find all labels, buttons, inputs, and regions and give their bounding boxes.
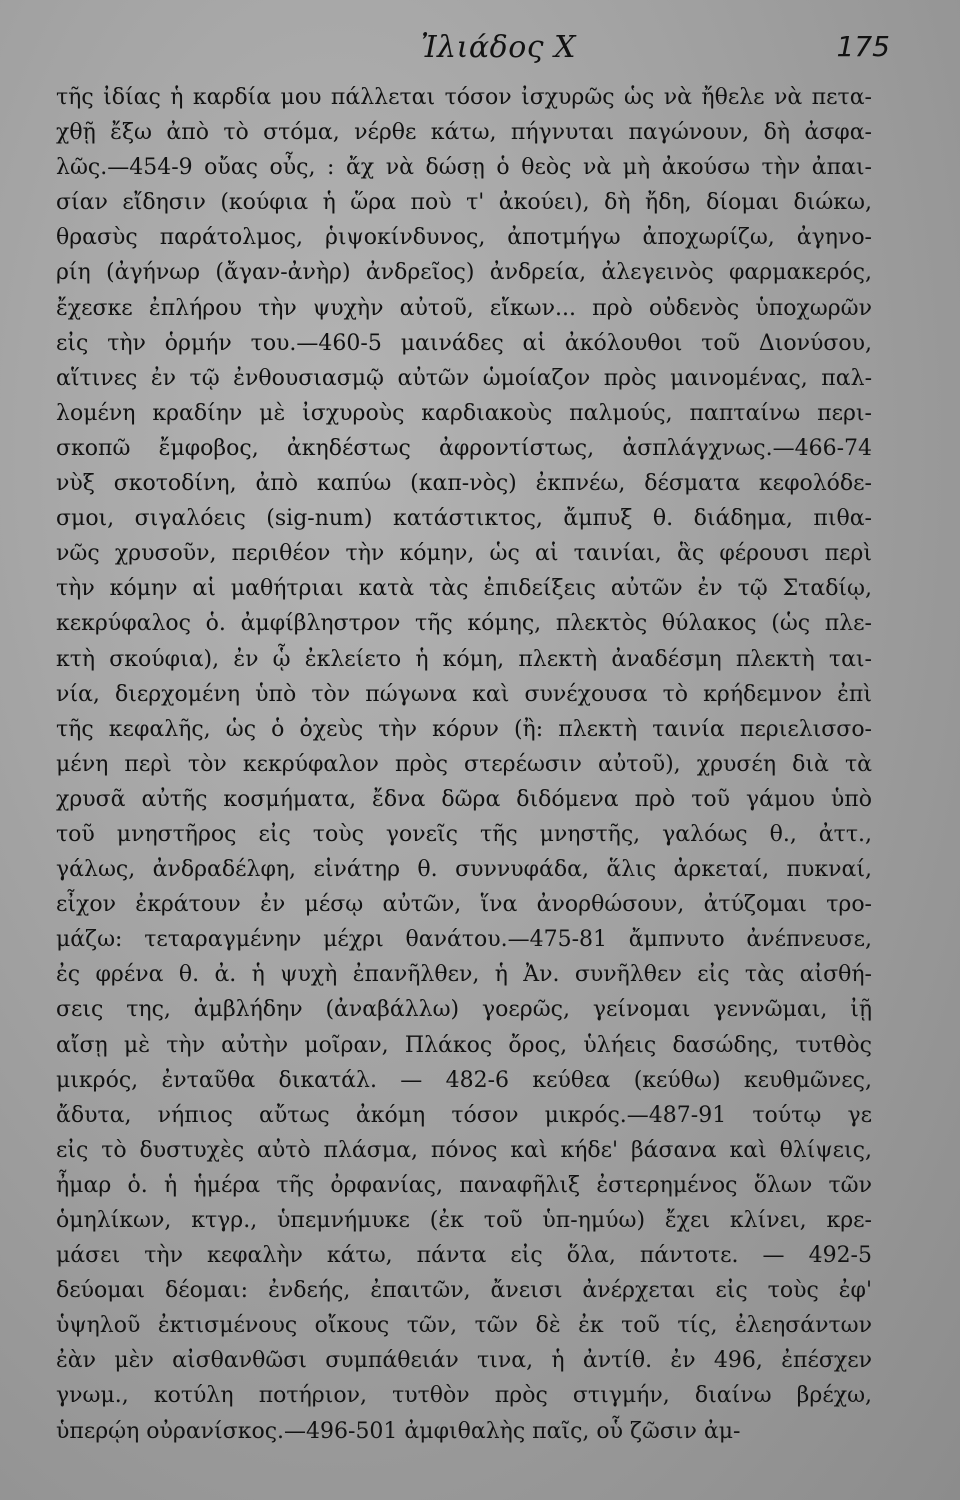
text-line: ἦμαρ ὁ. ἡ ἡμέρα τῆς ὀρφανίας, παναφῆλιξ ἐστερημένος ὅλων τῶν (56, 1172, 872, 1198)
text-line: ἐὰν μὲν αἰσθανθῶσι συμπάθειάν τινα, ἡ ἀντίθ. ἐν 496, ἐπέσχεν (56, 1348, 872, 1374)
text-line: γνωμ., κοτύλη ποτήριον, τυτθὸν πρὸς στιγμήν, διαίνω βρέχω, (56, 1383, 872, 1409)
text-line: λῶς.—454-9 οὔας οὖς, : ἄχ νὰ δώσῃ ὁ θεὸς νὰ μὴ ἀκούσω τὴν ἀπαι- (56, 155, 872, 181)
text-line: ὁμηλίκων, κτγρ., ὑπεμνήμυκε (ἐκ τοῦ ὑπ-ημύω) ἔχει κλίνει, κρε- (56, 1208, 872, 1233)
text-line: νῶς χρυσοῦν, περιθέον τὴν κόμην, ὡς αἱ ταινίαι, ἃς φέρουσι περὶ (56, 541, 872, 567)
text-line: ρίη (ἀγήνωρ (ἄγαν-ἀνὴρ) ἀνδρεῖος) ἀνδρεία, ἀλεγεινὸς φαρμακερός, (56, 260, 872, 286)
text-line: λομένη κραδίην μὲ ἰσχυροὺς καρδιακοὺς παλμούς, παπταίνω περι- (56, 400, 872, 426)
text-line: ὑψηλοῦ ἐκτισμένους οἴκους τῶν, τῶν δὲ ἐκ τοῦ τίς, ἐλεησάντων (56, 1313, 872, 1339)
body-text (56, 80, 872, 1449)
text-line: μικρός, ἐνταῦθα δικατάλ. — 482-6 κεύθεα (κεύθω) κευθμῶνες, (56, 1067, 872, 1093)
text-line: νία, διερχομένη ὑπὸ τὸν πώγωνα καὶ συνέχουσα τὸ κρήδεμνον ἐπὶ (56, 681, 872, 707)
text-line: ἄδυτα, νήπιος αὔτως ἀκόμη τόσον μικρός.—487-91 τούτῳ γε (56, 1102, 872, 1128)
running-title: Ἰλιάδος Χ (421, 30, 576, 65)
text-line: μένη περὶ τὸν κεκρύφαλον πρὸς στερέωσιν αὐτοῦ), χρυσέη διὰ τὰ (56, 751, 872, 777)
text-line: ἔχεσκε ἐπλήρου τὴν ψυχὴν αὐτοῦ, εἴκων... πρὸ οὐδενὸς ὑποχωρῶν (56, 295, 872, 321)
text-line: κτὴ σκούφια), ἐν ᾧ ἐκλείετο ἡ κόμη, πλεκτὴ ἀναδέσμη πλεκτὴ ται- (56, 646, 872, 672)
text-line: τὴν κόμην αἱ μαθήτριαι κατὰ τὰς ἐπιδείξεις αὐτῶν ἐν τῷ Σταδίῳ, (56, 576, 872, 602)
text-line: σεις της, ἀμβλήδην (ἀναβάλλω) γοερῶς, γείνομαι γεννῶμαι, ἰῇ (56, 997, 872, 1023)
text-line: μάσει τὴν κεφαλὴν κάτω, πάντα εἰς ὅλα, πάντοτε. — 492-5 (56, 1243, 872, 1269)
text-line: δεύομαι δέομαι: ἐνδεής, ἐπαιτῶν, ἄνεισι ἀνέρχεται εἰς τοὺς ἐφ' (56, 1278, 872, 1304)
text-line: εἶχον ἐκράτουν ἐν μέσῳ αὐτῶν, ἵνα ἀνορθώσουν, ἀτύζομαι τρο- (56, 892, 872, 918)
text-line: χρυσᾶ αὐτῆς κοσμήματα, ἔδνα δῶρα διδόμενα πρὸ τοῦ γάμου ὑπὸ (56, 786, 872, 812)
text-line: γάλως, ἀνδραδέλφη, εἰνάτηρ θ. συννυφάδα, ἅλις ἀρκεταί, πυκναί, (56, 857, 872, 883)
text-line: σίαν εἴδησιν (κούφια ἡ ὥρα ποὺ τ' ἀκούει), δὴ ἤδη, δίομαι διώκω, (56, 190, 872, 216)
text-line: εἰς τὴν ὁρμήν του.—460-5 μαινάδες αἱ ἀκόλουθοι τοῦ Διονύσου, (56, 330, 872, 356)
text-line: εἰς τὸ δυστυχὲς αὐτὸ πλάσμα, πόνος καὶ κήδε' βάσανα καὶ θλίψεις, (56, 1137, 872, 1163)
text-line: τῆς ἰδίας ἡ καρδία μου πάλλεται τόσον ἰσχυρῶς ὡς νὰ ἤθελε νὰ πετα- (56, 85, 872, 110)
page-number: 175 (836, 30, 890, 63)
text-line: τοῦ μνηστῆρος εἰς τοὺς γονεῖς τῆς μνηστῆς, γαλόως θ., ἀττ., (56, 821, 872, 847)
text-line: σκοπῶ ἔμφοβος, ἀκηδέστως ἀφροντίστως, ἀσπλάγχνως.—466-74 (56, 435, 872, 461)
text-line: κεκρύφαλος ὁ. ἀμφίβληστρον τῆς κόμης, πλεκτὸς θύλακος (ὡς πλε- (56, 611, 872, 637)
text-line: αἵτινες ἐν τῷ ἐνθουσιασμῷ αὐτῶν ὡμοίαζον πρὸς μαινομένας, παλ- (56, 365, 872, 391)
text-line: ὑπερῴη οὐρανίσκος.—496-501 ἀμφιθαλὴς παῖς, οὗ ζῶσιν ἀμ- (56, 1418, 741, 1444)
page-header (56, 30, 890, 76)
text-line: ἐς φρένα θ. ἀ. ἡ ψυχὴ ἐπανῆλθεν, ἡ Ἀν. συνῆλθεν εἰς τὰς αἰσθή- (56, 962, 872, 988)
text-line: αἴσῃ μὲ τὴν αὐτὴν μοῖραν, Πλάκος ὄρος, ὑλήεις δασώδης, τυτθὸς (56, 1032, 872, 1058)
text-line: νὺξ σκοτοδίνη, ἀπὸ καπύω (καπ-νὸς) ἐκπνέω, δέσματα κεφολόδε- (56, 471, 872, 497)
text-line: μάζω: τεταραγμένην μέχρι θανάτου.—475-81 ἄμπνυτο ἀνέπνευσε, (56, 927, 872, 953)
text-line: τῆς κεφαλῆς, ὡς ὁ ὀχεὺς τὴν κόρυν (ἢ: πλεκτὴ ταινία περιελισσο- (56, 716, 872, 742)
text-line: χθῇ ἔξω ἀπὸ τὸ στόμα, νέρθε κάτω, πήγνυται παγώνουν, δὴ ἀσφα- (56, 120, 872, 146)
text-line: σμοι, σιγαλόεις (sig-num) κατάστικτος, ἄμπυξ θ. διάδημα, πιθα- (56, 506, 872, 532)
text-line: θρασὺς παράτολμος, ῥιψοκίνδυνος, ἀποτμήγω ἀποχωρίζω, ἀγηνο- (56, 225, 872, 251)
